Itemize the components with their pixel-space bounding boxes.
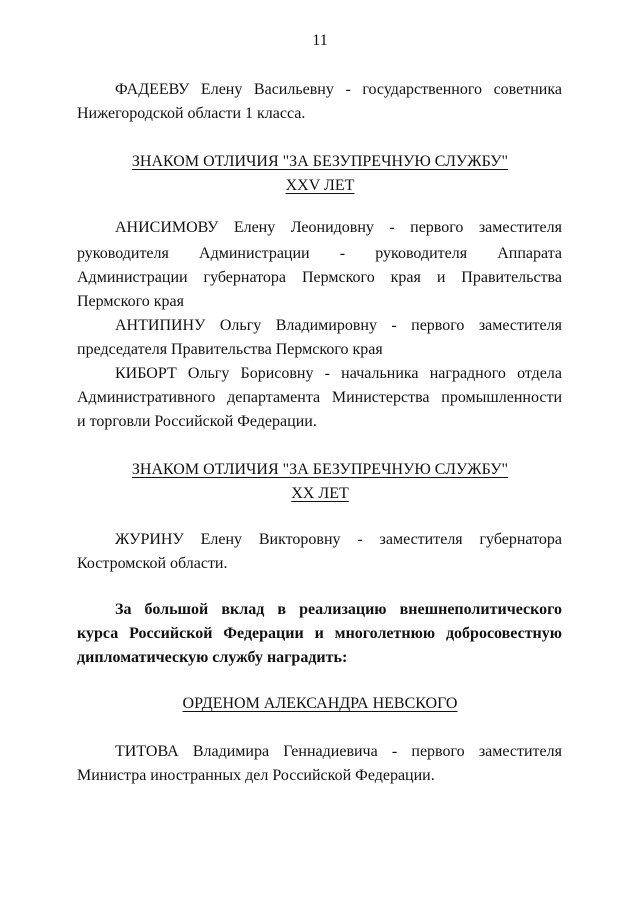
entry-antipina-line-2: председателя Правительства Пермского края (77, 341, 383, 358)
entry-zhurina-line-1: ЖУРИНУ Елену Викторовну - заместителя губернатора (115, 531, 562, 548)
decree-line-1: За большой вклад в реализацию внешнеполитического (115, 601, 562, 618)
entry-antipina-line-1: АНТИПИНУ Ольгу Владимировну - первого заместителя (115, 317, 562, 334)
entry-fadeeva-line-2: Нижегородской области 1 класса. (77, 105, 306, 122)
entry-titov-line-2: Министра иностранных дел Российской Федерации. (77, 767, 435, 784)
entry-anisimova-line-4: Пермского края (77, 293, 184, 310)
entry-titov-line-1: ТИТОВА Владимира Геннадиевича - первого заместителя (115, 743, 562, 760)
section-25-title-line-1: ЗНАКОМ ОТЛИЧИЯ "ЗА БЕЗУПРЕЧНУЮ СЛУЖБУ" (131, 153, 509, 170)
section-heading-nevsky-order: ОРДЕНОМ АЛЕКСАНДРА НЕВСКОГО (182, 695, 458, 712)
decree-line-3: дипломатическую службу наградить: (77, 649, 348, 666)
entry-zhurina-line-2: Костромской области. (77, 555, 228, 572)
section-20-title-line-1: ЗНАКОМ ОТЛИЧИЯ "ЗА БЕЗУПРЕЧНУЮ СЛУЖБУ" (131, 461, 509, 478)
entry-anisimova-line-3: Администрации губернатора Пермского края и Правительства (77, 269, 562, 286)
entry-kibort-line-2: Административного департамента Министерства промышленности (77, 389, 562, 406)
section-20-title-line-2: XX ЛЕТ (291, 485, 349, 502)
page-number: 11 (312, 32, 328, 49)
decree-line-2: курса Российской Федерации и многолетнюю добросовестную (77, 625, 562, 642)
entry-anisimova-line-1: АНИСИМОВУ Елену Леонидовну - первого заместителя (115, 219, 562, 236)
section-25-title-line-2: XXV ЛЕТ (285, 177, 355, 194)
entry-anisimova-line-2: руководителя Администрации - руководителя Аппарата (77, 245, 562, 262)
entry-kibort-line-1: КИБОРТ Ольгу Борисовну - начальника наградного отдела (115, 365, 562, 382)
entry-fadeeva-line-1: ФАДЕЕВУ Елену Васильевну - государственного советника (115, 81, 562, 98)
entry-kibort-line-3: и торговли Российской Федерации. (77, 413, 317, 430)
